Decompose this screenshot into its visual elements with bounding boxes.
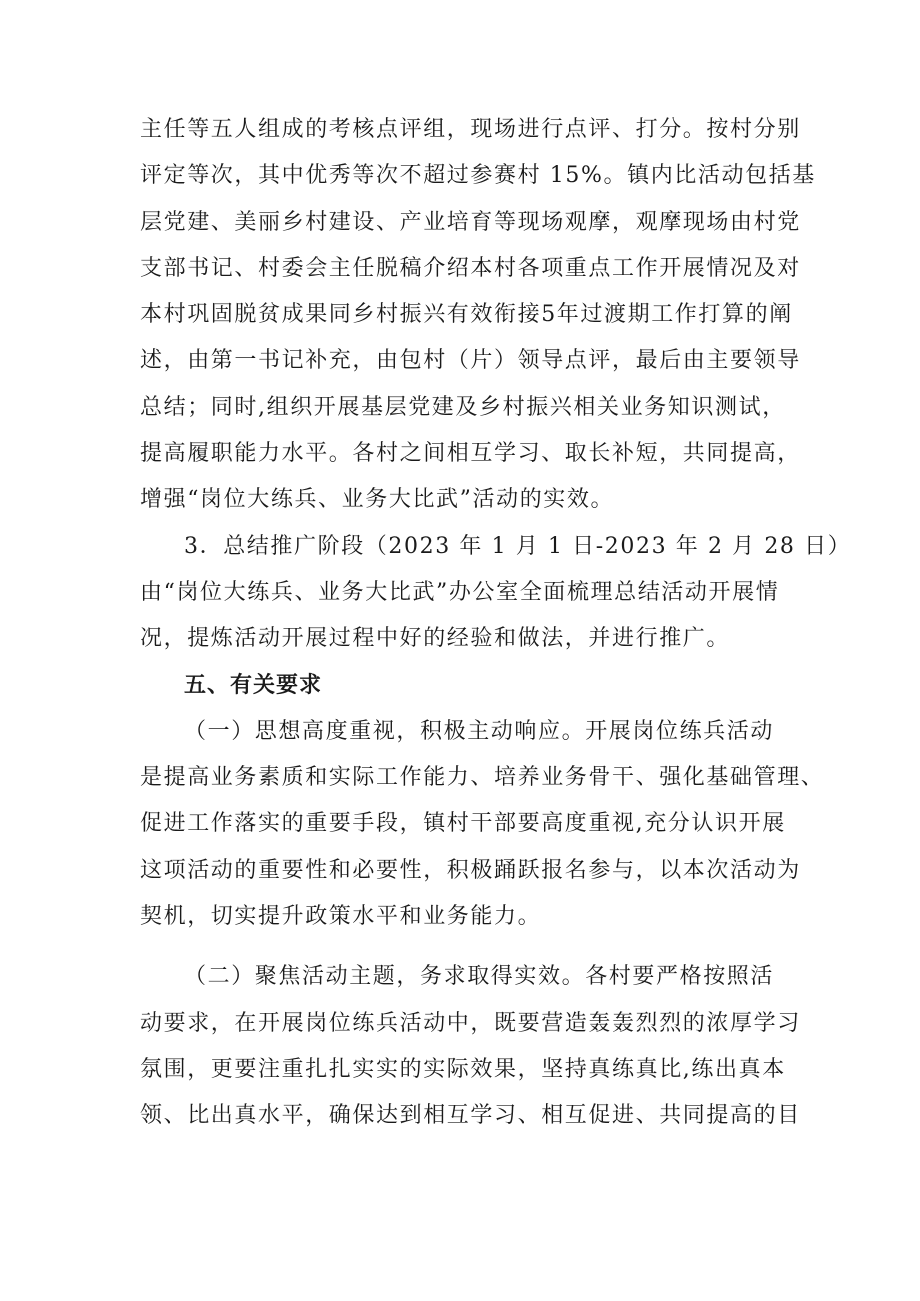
paragraph-spacer <box>140 940 800 954</box>
text-line: 主任等五人组成的考核点评组，现场进行点评、打分。按村分别 <box>140 117 801 142</box>
paragraph-summary-stage <box>140 524 852 663</box>
text-line: （二）聚焦活动主题，务求取得实效。各村要严格按照活 <box>184 964 775 990</box>
text-line: 支部书记、村委会主任脱稿介绍本村各项重点工作开展情况及对 <box>140 255 801 281</box>
text-line: 本村巩固脱贫成果同乡村振兴有效衔接5年过渡期工作打算的阐 <box>140 302 793 328</box>
document-body <box>140 107 852 1140</box>
text-line: 是提高业务素质和实际工作能力、培养业务骨干、强化基础管理、 <box>140 765 825 791</box>
text-line: （一）思想高度重视，积极主动响应。开展岗位练兵活动 <box>184 718 775 744</box>
section-heading: 五、有关要求 <box>184 672 323 698</box>
text-line: 领、比出真水平，确保达到相互学习、相互促进、共同提高的目 <box>140 1103 801 1129</box>
text-line: 3．总结推广阶段（2023 年 1 月 1 日-2023 年 2 月 28 日） <box>184 533 852 559</box>
text-line: 促进工作落实的重要手段，镇村干部要高度重视,充分认识开展 <box>140 811 786 837</box>
text-line: 动要求，在开展岗位练兵活动中，既要营造轰轰烈烈的浓厚学习 <box>140 1010 801 1036</box>
text-line: 提高履职能力水平。各村之间相互学习、取长补短，共同提高， <box>140 441 801 467</box>
text-line: 评定等次，其中优秀等次不超过参赛村 15%。镇内比活动包括基 <box>140 163 816 189</box>
paragraph-requirement-1 <box>140 709 825 940</box>
text-line: 述，由第一书记补充，由包村（片）领导点评，最后由主要领导 <box>140 348 801 374</box>
text-line: 契机，切实提升政策水平和业务能力。 <box>140 904 542 930</box>
text-line: 层党建、美丽乡村建设、产业培育等现场观摩，观摩现场由村党 <box>140 209 801 235</box>
text-line: 总结；同时,组织开展基层党建及乡村振兴相关业务知识测试， <box>140 394 786 420</box>
paragraph-evaluation <box>140 107 816 524</box>
text-line: 这项活动的重要性和必要性，积极踊跃报名参与，以本次活动为 <box>140 857 801 883</box>
text-line: 由“岗位大练兵、业务大比武”办公室全面梳理总结活动开展情 <box>140 579 780 605</box>
paragraph-requirement-2 <box>140 954 800 1139</box>
text-line: 氛围，更要注重扎扎实实的实际效果，坚持真练真比,练出真本 <box>140 1056 786 1082</box>
text-line: 增强“岗位大练兵、业务大比武”活动的实效。 <box>140 487 615 513</box>
text-line: 况，提炼活动开展过程中好的经验和做法，并进行推广。 <box>140 626 731 652</box>
